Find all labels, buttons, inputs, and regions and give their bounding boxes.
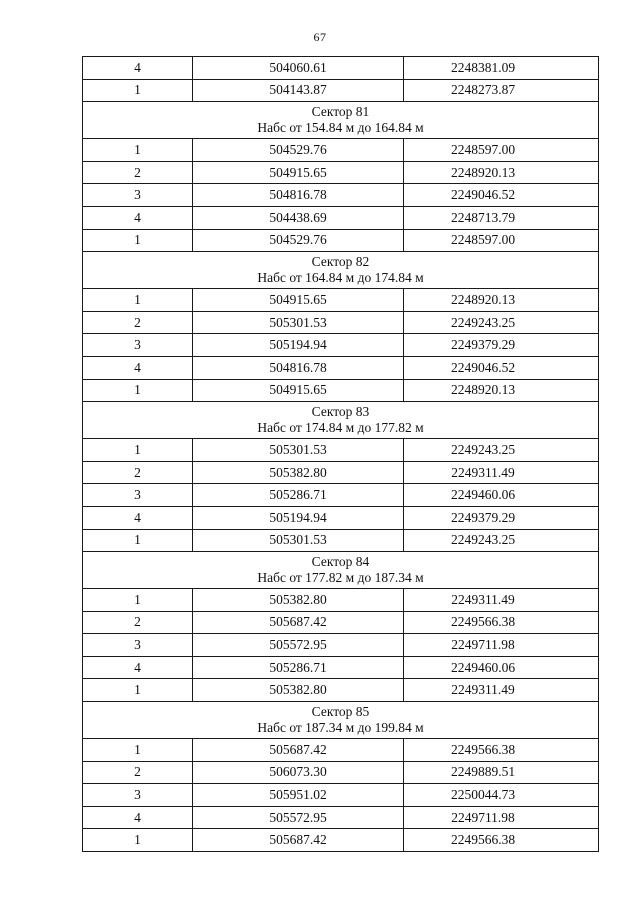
sector-height-range: Набс от 154.84 м до 164.84 м bbox=[257, 120, 424, 136]
table-row bbox=[83, 589, 599, 612]
sector-header-cell bbox=[83, 552, 599, 589]
point-number-cell: 1 bbox=[83, 739, 193, 762]
table-row bbox=[83, 761, 599, 784]
x-coordinate-cell: 504060.61 bbox=[193, 57, 404, 80]
point-number-cell: 1 bbox=[83, 229, 193, 252]
table-row bbox=[83, 139, 599, 162]
point-number-cell: 1 bbox=[83, 529, 193, 552]
point-number-cell: 1 bbox=[83, 439, 193, 462]
y-coordinate-cell: 2249243.25 bbox=[404, 311, 599, 334]
x-coordinate-cell: 505194.94 bbox=[193, 334, 404, 357]
y-coordinate-cell: 2248597.00 bbox=[404, 139, 599, 162]
point-number-cell: 2 bbox=[83, 461, 193, 484]
point-number-cell: 2 bbox=[83, 611, 193, 634]
y-coordinate-cell: 2249566.38 bbox=[404, 829, 599, 852]
point-number-cell: 4 bbox=[83, 656, 193, 679]
x-coordinate-cell: 504816.78 bbox=[193, 356, 404, 379]
coordinates-table bbox=[82, 56, 599, 852]
sector-height-range: Набс от 177.82 м до 187.34 м bbox=[257, 570, 424, 586]
point-number-cell: 3 bbox=[83, 334, 193, 357]
x-coordinate-cell: 505687.42 bbox=[193, 739, 404, 762]
table-row bbox=[83, 679, 599, 702]
page-number: 67 bbox=[313, 30, 327, 44]
table-row bbox=[83, 439, 599, 462]
sector-height-range: Набс от 164.84 м до 174.84 м bbox=[257, 270, 424, 286]
sector-header-cell bbox=[83, 252, 599, 289]
y-coordinate-cell: 2249711.98 bbox=[404, 634, 599, 657]
sector-header-row bbox=[83, 102, 599, 139]
table-row bbox=[83, 784, 599, 807]
y-coordinate-cell: 2249379.29 bbox=[404, 334, 599, 357]
x-coordinate-cell: 505194.94 bbox=[193, 506, 404, 529]
point-number-cell: 3 bbox=[83, 634, 193, 657]
y-coordinate-cell: 2249311.49 bbox=[404, 461, 599, 484]
sector-header-row bbox=[83, 702, 599, 739]
table-row bbox=[83, 206, 599, 229]
sector-header-row bbox=[83, 402, 599, 439]
y-coordinate-cell: 2248713.79 bbox=[404, 206, 599, 229]
y-coordinate-cell: 2249460.06 bbox=[404, 484, 599, 507]
y-coordinate-cell: 2248273.87 bbox=[404, 79, 599, 102]
x-coordinate-cell: 505382.80 bbox=[193, 461, 404, 484]
y-coordinate-cell: 2249243.25 bbox=[404, 529, 599, 552]
y-coordinate-cell: 2248597.00 bbox=[404, 229, 599, 252]
point-number-cell: 1 bbox=[83, 139, 193, 162]
y-coordinate-cell: 2248920.13 bbox=[404, 161, 599, 184]
table-row bbox=[83, 506, 599, 529]
y-coordinate-cell: 2249311.49 bbox=[404, 589, 599, 612]
table-row bbox=[83, 634, 599, 657]
sector-title: Сектор 84 bbox=[311, 554, 370, 570]
x-coordinate-cell: 505687.42 bbox=[193, 829, 404, 852]
table-row bbox=[83, 656, 599, 679]
point-number-cell: 3 bbox=[83, 484, 193, 507]
table-row bbox=[83, 184, 599, 207]
x-coordinate-cell: 505572.95 bbox=[193, 806, 404, 829]
point-number-cell: 1 bbox=[83, 589, 193, 612]
sector-title: Сектор 82 bbox=[311, 254, 370, 270]
x-coordinate-cell: 506073.30 bbox=[193, 761, 404, 784]
y-coordinate-cell: 2248381.09 bbox=[404, 57, 599, 80]
point-number-cell: 4 bbox=[83, 206, 193, 229]
x-coordinate-cell: 505301.53 bbox=[193, 311, 404, 334]
y-coordinate-cell: 2249711.98 bbox=[404, 806, 599, 829]
point-number-cell: 2 bbox=[83, 161, 193, 184]
sector-header-row bbox=[83, 252, 599, 289]
x-coordinate-cell: 504915.65 bbox=[193, 161, 404, 184]
point-number-cell: 4 bbox=[83, 806, 193, 829]
table-row bbox=[83, 739, 599, 762]
table-row bbox=[83, 611, 599, 634]
x-coordinate-cell: 505301.53 bbox=[193, 439, 404, 462]
y-coordinate-cell: 2250044.73 bbox=[404, 784, 599, 807]
table-row bbox=[83, 484, 599, 507]
point-number-cell: 1 bbox=[83, 79, 193, 102]
table-row bbox=[83, 334, 599, 357]
table-row bbox=[83, 529, 599, 552]
x-coordinate-cell: 505382.80 bbox=[193, 679, 404, 702]
point-number-cell: 3 bbox=[83, 184, 193, 207]
point-number-cell: 4 bbox=[83, 506, 193, 529]
x-coordinate-cell: 504438.69 bbox=[193, 206, 404, 229]
sector-header-cell bbox=[83, 702, 599, 739]
point-number-cell: 3 bbox=[83, 784, 193, 807]
sector-height-range: Набс от 174.84 м до 177.82 м bbox=[257, 420, 424, 436]
point-number-cell: 2 bbox=[83, 311, 193, 334]
x-coordinate-cell: 505687.42 bbox=[193, 611, 404, 634]
x-coordinate-cell: 505301.53 bbox=[193, 529, 404, 552]
table-row bbox=[83, 229, 599, 252]
x-coordinate-cell: 505382.80 bbox=[193, 589, 404, 612]
y-coordinate-cell: 2249379.29 bbox=[404, 506, 599, 529]
x-coordinate-cell: 505286.71 bbox=[193, 656, 404, 679]
point-number-cell: 2 bbox=[83, 761, 193, 784]
table-row bbox=[83, 289, 599, 312]
y-coordinate-cell: 2249046.52 bbox=[404, 356, 599, 379]
x-coordinate-cell: 504915.65 bbox=[193, 379, 404, 402]
point-number-cell: 1 bbox=[83, 289, 193, 312]
sector-title: Сектор 85 bbox=[311, 704, 370, 720]
x-coordinate-cell: 505286.71 bbox=[193, 484, 404, 507]
y-coordinate-cell: 2248920.13 bbox=[404, 379, 599, 402]
x-coordinate-cell: 505951.02 bbox=[193, 784, 404, 807]
point-number-cell: 1 bbox=[83, 379, 193, 402]
sector-header-cell bbox=[83, 402, 599, 439]
y-coordinate-cell: 2249243.25 bbox=[404, 439, 599, 462]
y-coordinate-cell: 2249460.06 bbox=[404, 656, 599, 679]
table-row bbox=[83, 379, 599, 402]
point-number-cell: 1 bbox=[83, 679, 193, 702]
table-row bbox=[83, 356, 599, 379]
sector-header-cell bbox=[83, 102, 599, 139]
y-coordinate-cell: 2249889.51 bbox=[404, 761, 599, 784]
table-row bbox=[83, 311, 599, 334]
table-row bbox=[83, 829, 599, 852]
y-coordinate-cell: 2249046.52 bbox=[404, 184, 599, 207]
sector-height-range: Набс от 187.34 м до 199.84 м bbox=[257, 720, 424, 736]
sector-header-row bbox=[83, 552, 599, 589]
y-coordinate-cell: 2248920.13 bbox=[404, 289, 599, 312]
table-row bbox=[83, 79, 599, 102]
point-number-cell: 1 bbox=[83, 829, 193, 852]
x-coordinate-cell: 504816.78 bbox=[193, 184, 404, 207]
x-coordinate-cell: 504143.87 bbox=[193, 79, 404, 102]
point-number-cell: 4 bbox=[83, 356, 193, 379]
y-coordinate-cell: 2249311.49 bbox=[404, 679, 599, 702]
table-row bbox=[83, 806, 599, 829]
coordinates-table-body bbox=[83, 57, 599, 852]
table-row bbox=[83, 461, 599, 484]
x-coordinate-cell: 505572.95 bbox=[193, 634, 404, 657]
table-row bbox=[83, 57, 599, 80]
table-row bbox=[83, 161, 599, 184]
sector-title: Сектор 81 bbox=[311, 104, 370, 120]
y-coordinate-cell: 2249566.38 bbox=[404, 739, 599, 762]
x-coordinate-cell: 504529.76 bbox=[193, 139, 404, 162]
x-coordinate-cell: 504915.65 bbox=[193, 289, 404, 312]
point-number-cell: 4 bbox=[83, 57, 193, 80]
sector-title: Сектор 83 bbox=[311, 404, 370, 420]
y-coordinate-cell: 2249566.38 bbox=[404, 611, 599, 634]
x-coordinate-cell: 504529.76 bbox=[193, 229, 404, 252]
